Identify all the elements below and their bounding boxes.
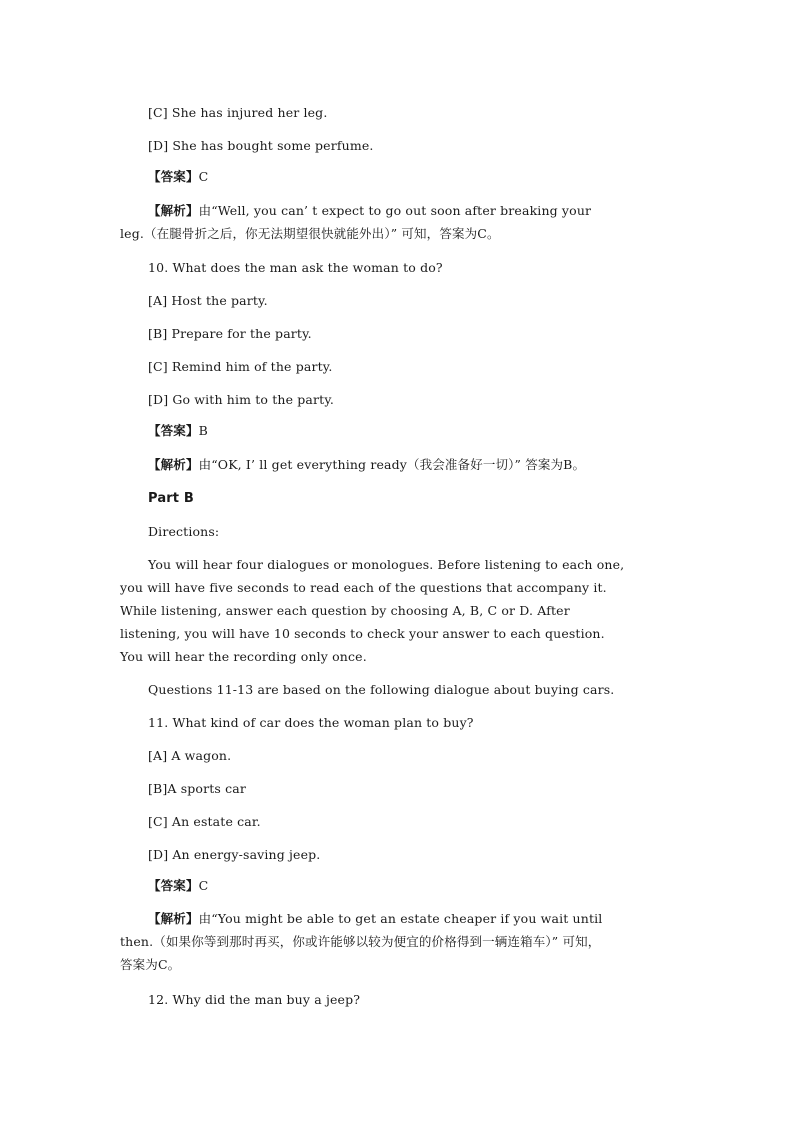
directions-label: Directions: bbox=[148, 524, 220, 539]
q10-answer bbox=[148, 419, 708, 442]
directions-line-1: You will hear four dialogues or monologues. Before listening to each one, bbox=[148, 557, 625, 572]
q10-option-a: [A] Host the party. bbox=[148, 293, 268, 308]
q11-option-c: [C] An estate car. bbox=[148, 814, 261, 829]
answer-value: C bbox=[198, 169, 209, 184]
answer-value: B bbox=[198, 423, 208, 438]
answer-tag: 【答案】 bbox=[148, 878, 199, 893]
directions-line-3: While listening, answer each question by choosing A, B, C or D. After bbox=[120, 603, 570, 618]
q9-option-c: [C] She has injured her leg. bbox=[148, 105, 328, 120]
answer-value: C bbox=[198, 878, 209, 893]
q10-option-d: [D] Go with him to the party. bbox=[148, 392, 334, 407]
directions-line-2: you will have five seconds to read each of the questions that accompany it. bbox=[120, 580, 607, 595]
q9-analysis-line-1 bbox=[148, 199, 708, 222]
directions-line-4: listening, you will have 10 seconds to check your answer to each question. bbox=[120, 626, 605, 641]
analysis-tag: 【解析】 bbox=[148, 203, 199, 218]
q10-option-c: [C] Remind him of the party. bbox=[148, 359, 333, 374]
analysis-tag: 【解析】 bbox=[148, 457, 199, 472]
q10-question: 10. What does the man ask the woman to do? bbox=[148, 260, 443, 275]
directions-line-5: You will hear the recording only once. bbox=[120, 649, 367, 664]
analysis-text: 由“You might be able to get an estate cheaper if you wait until bbox=[198, 911, 603, 926]
q10-analysis-line-1 bbox=[148, 453, 708, 476]
analysis-text: 由“Well, you can’ t expect to go out soon after breaking your bbox=[198, 203, 592, 218]
analysis-text: 由“OK, I’ ll get everything ready（我会准备好一切）” 答案为B。 bbox=[198, 457, 586, 472]
q11-analysis-line-1 bbox=[148, 907, 708, 930]
answer-tag: 【答案】 bbox=[148, 423, 199, 438]
q9-answer bbox=[148, 165, 708, 188]
q11-answer bbox=[148, 874, 708, 897]
q11-analysis-line-2: then.（如果你等到那时再买，你或许能够以较为便宜的价格得到一辆连箱车）” 可知， bbox=[120, 934, 601, 949]
answer-tag: 【答案】 bbox=[148, 169, 199, 184]
section-intro: Questions 11-13 are based on the following dialogue about buying cars. bbox=[148, 682, 615, 697]
q11-option-d: [D] An energy-saving jeep. bbox=[148, 847, 321, 862]
q11-option-b: [B]A sports car bbox=[148, 781, 246, 796]
q12-question: 12. Why did the man buy a jeep? bbox=[148, 992, 361, 1007]
part-b-heading: Part B bbox=[148, 491, 194, 506]
q11-question: 11. What kind of car does the woman plan to buy? bbox=[148, 715, 474, 730]
q10-option-b: [B] Prepare for the party. bbox=[148, 326, 312, 341]
q11-option-a: [A] A wagon. bbox=[148, 748, 232, 763]
q11-analysis-line-3: 答案为C。 bbox=[120, 957, 181, 972]
analysis-tag: 【解析】 bbox=[148, 911, 199, 926]
q9-analysis-line-2: leg.（在腿骨折之后，你无法期望很快就能外出）” 可知，答案为C。 bbox=[120, 226, 500, 241]
q9-option-d: [D] She has bought some perfume. bbox=[148, 138, 374, 153]
